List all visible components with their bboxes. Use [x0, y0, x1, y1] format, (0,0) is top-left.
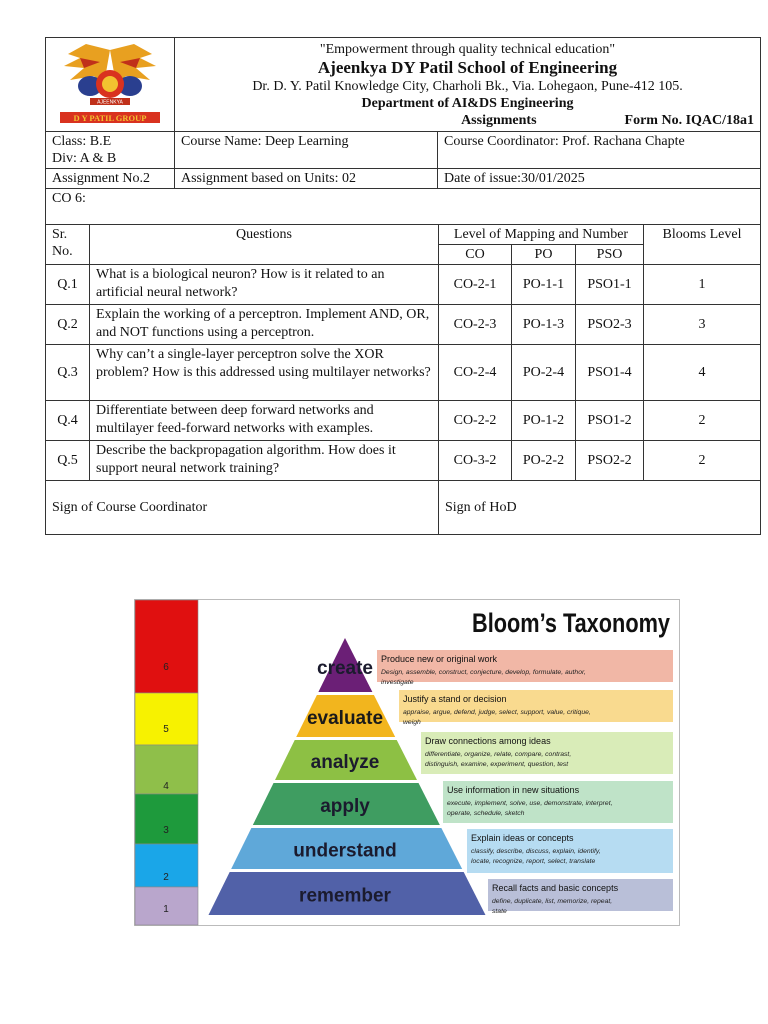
- signature-row: [46, 481, 761, 535]
- side-level-bar: [135, 794, 198, 844]
- level-description-remember: state: [492, 908, 507, 915]
- row-po: PO-1-3: [512, 305, 576, 345]
- course-name: Course Name: Deep Learning: [175, 132, 438, 169]
- blooms-taxonomy-figure: [134, 599, 680, 926]
- level-description-create: investigate: [381, 679, 414, 686]
- row-pso: PSO2-3: [576, 305, 644, 345]
- assignment-sheet: [45, 37, 760, 535]
- sign-hod: Sign of HoD: [439, 481, 761, 535]
- row-po: PO-1-1: [512, 265, 576, 305]
- side-level-number: 5: [163, 724, 169, 735]
- sub-pso-header: PSO: [576, 245, 644, 265]
- class-text: Class: B.E: [52, 134, 112, 149]
- row-sr: Q.1: [46, 265, 90, 305]
- tagline: "Empowerment through quality technical education": [319, 41, 616, 57]
- row-po: PO-1-2: [512, 401, 576, 441]
- pyramid-label-understand: understand: [293, 840, 397, 862]
- row-question: Describe the backpropagation algorithm. How does it support neural network training?: [90, 441, 439, 481]
- pyramid-label-evaluate: evaluate: [306, 708, 384, 729]
- table-row: [46, 441, 761, 481]
- row-co: CO-2-3: [439, 305, 512, 345]
- pyramid-label-create: create: [317, 658, 373, 679]
- row-co: CO-2-4: [439, 345, 512, 401]
- level-heading-apply: Use information in new situations: [447, 785, 580, 795]
- row-pso: PSO1-2: [576, 401, 644, 441]
- row-po: PO-2-4: [512, 345, 576, 401]
- class-row: [46, 132, 761, 169]
- co-row: [46, 189, 761, 225]
- level-description-evaluate: weigh: [403, 719, 421, 726]
- doc-type-row: [179, 112, 756, 129]
- level-description-understand: classify, describe, discuss, explain, identify,: [471, 848, 601, 855]
- institute-name: Ajeenkya DY Patil School of Engineering: [317, 57, 618, 77]
- row-co: CO-2-1: [439, 265, 512, 305]
- row-pso: PSO1-1: [576, 265, 644, 305]
- side-level-number: 6: [163, 662, 169, 673]
- pyramid-label-remember: remember: [299, 885, 391, 907]
- col-mapping-header: Level of Mapping and Number: [439, 225, 644, 245]
- header-row: [46, 38, 761, 132]
- logo-cell: [46, 38, 175, 132]
- level-description-apply: operate, schedule, sketch: [447, 810, 525, 817]
- side-level-number: 4: [163, 781, 169, 792]
- row-question: Explain the working of a perceptron. Implement AND, OR, and NOT functions using a perceptron.: [90, 305, 439, 345]
- logo-small-text: AJEENKYA: [97, 99, 123, 106]
- address: Dr. D. Y. Patil Knowledge City, Charholi Bk., Via. Lohegaon, Pune-412 105.: [252, 78, 683, 94]
- row-co: CO-2-2: [439, 401, 512, 441]
- institute-header: [175, 38, 761, 132]
- row-question: What is a biological neuron? How is it related to an artificial neural network?: [90, 265, 439, 305]
- row-blooms: 2: [644, 401, 761, 441]
- row-sr: Q.2: [46, 305, 90, 345]
- questions-table: [45, 225, 761, 535]
- row-sr: Q.4: [46, 401, 90, 441]
- row-blooms: 2: [644, 441, 761, 481]
- row-pso: PSO1-4: [576, 345, 644, 401]
- pyramid-label-apply: apply: [320, 796, 370, 817]
- side-level-number: 3: [163, 825, 169, 836]
- row-co: CO-3-2: [439, 441, 512, 481]
- row-blooms: 4: [644, 345, 761, 401]
- level-description-understand: locate, recognize, report, select, translate: [471, 858, 596, 865]
- level-description-remember: define, duplicate, list, memorize, repeat,: [492, 898, 613, 905]
- row-blooms: 1: [644, 265, 761, 305]
- form-number: Form No. IQAC/18a1: [624, 112, 755, 128]
- class-cell: [46, 132, 175, 169]
- assignment-no: Assignment No.2: [46, 169, 175, 189]
- side-level-bar: [135, 600, 198, 693]
- row-pso: PSO2-2: [576, 441, 644, 481]
- row-sr: Q.5: [46, 441, 90, 481]
- date-of-issue: Date of issue:30/01/2025: [438, 169, 761, 189]
- level-description-evaluate: appraise, argue, defend, judge, select, support, value, critique,: [403, 709, 591, 716]
- level-description-analyze: differentiate, organize, relate, compare, contrast,: [425, 751, 572, 758]
- col-questions-header: Questions: [90, 225, 439, 265]
- department: Department of AI&DS Engineering: [361, 95, 574, 111]
- header-table: [45, 37, 761, 225]
- col-sr-header: Sr. No.: [46, 225, 90, 265]
- row-question: Why can’t a single-layer perceptron solve the XOR problem? How is this addressed using multilayer networks?: [90, 345, 439, 401]
- side-level-number: 2: [163, 872, 169, 883]
- side-level-bar: [135, 693, 198, 745]
- level-description-apply: execute, implement, solve, use, demonstrate, interpret,: [447, 800, 613, 807]
- level-heading-analyze: Draw connections among ideas: [425, 736, 551, 746]
- row-sr: Q.3: [46, 345, 90, 401]
- pyramid-label-analyze: analyze: [310, 752, 380, 773]
- row-po: PO-2-2: [512, 441, 576, 481]
- row-blooms: 3: [644, 305, 761, 345]
- level-heading-evaluate: Justify a stand or decision: [403, 694, 507, 704]
- assignment-row: [46, 169, 761, 189]
- co-text: CO 6:: [46, 189, 761, 225]
- doc-type: Assignments: [461, 112, 537, 128]
- div-text: Div: A & B: [52, 151, 117, 166]
- row-question: Differentiate between deep forward networks and multilayer feed-forward networks with examples.: [90, 401, 439, 441]
- questions-header-row: [46, 225, 761, 245]
- institute-logo: [56, 40, 164, 124]
- level-description-create: Design, assemble, construct, conjecture, develop, formulate, author,: [381, 669, 586, 676]
- sub-po-header: PO: [512, 245, 576, 265]
- units: Assignment based on Units: 02: [175, 169, 438, 189]
- side-level-number: 1: [163, 904, 169, 915]
- col-blooms-header: Blooms Level: [644, 225, 761, 265]
- table-row: [46, 401, 761, 441]
- level-description-analyze: distinguish, examine, experiment, question, test: [425, 761, 569, 768]
- table-row: [46, 305, 761, 345]
- table-row: [46, 345, 761, 401]
- sub-co-header: CO: [439, 245, 512, 265]
- table-row: [46, 265, 761, 305]
- bloom-title: Bloom’s Taxonomy: [472, 608, 670, 638]
- level-heading-create: Produce new or original work: [381, 654, 498, 664]
- logo-text: D Y PATIL GROUP: [73, 113, 147, 123]
- sign-coordinator: Sign of Course Coordinator: [46, 481, 439, 535]
- course-coordinator: Course Coordinator: Prof. Rachana Chapte: [438, 132, 761, 169]
- blooms-taxonomy-graphic: [135, 600, 679, 925]
- level-heading-understand: Explain ideas or concepts: [471, 833, 574, 843]
- level-heading-remember: Recall facts and basic concepts: [492, 883, 619, 893]
